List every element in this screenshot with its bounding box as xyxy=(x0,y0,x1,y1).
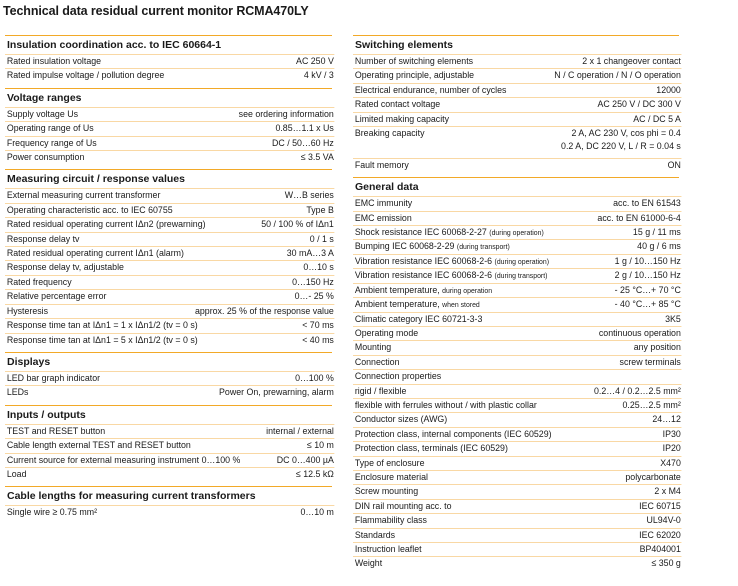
spec-label-text: Fault memory xyxy=(354,159,409,171)
section-heading: Displays xyxy=(5,352,332,371)
spec-label-text: Shock resistance IEC 60068-2-27 xyxy=(354,227,487,239)
spec-value: acc. to EN 61543 xyxy=(613,198,681,210)
spec-value: IP20 xyxy=(662,443,681,455)
spec-note: when stored xyxy=(442,300,480,310)
spec-label-text: Power consumption xyxy=(6,152,85,164)
section-heading: Switching elements xyxy=(353,35,679,54)
spec-row xyxy=(353,312,682,326)
spec-value: ≤ 12.5 kΩ xyxy=(295,468,334,480)
section-insulation-coordination-acc-to-iec-60664 xyxy=(5,35,332,83)
spec-row xyxy=(353,427,682,441)
spec-label-text: Current source for external measuring instrument 0…100 % xyxy=(6,454,241,466)
spec-label-text: Load xyxy=(6,468,27,480)
spec-value: 40 g / 6 ms xyxy=(637,241,681,253)
section-heading: Cable lengths for measuring current transformers xyxy=(5,486,332,505)
spec-row xyxy=(353,528,682,542)
spec-label-text: Operating range of Us xyxy=(6,123,94,135)
spec-row xyxy=(5,107,335,121)
section-heading: Inputs / outputs xyxy=(5,405,332,424)
spec-label xyxy=(7,233,80,246)
spec-note: (during operation) xyxy=(489,228,544,238)
spec-label xyxy=(7,506,97,519)
spec-label xyxy=(7,204,173,217)
spec-label-text: LED bar graph indicator xyxy=(6,372,101,384)
spec-row xyxy=(5,232,335,246)
section-switching-elements xyxy=(353,35,679,172)
spec-label xyxy=(355,284,492,297)
spec-label xyxy=(7,305,48,318)
spec-row xyxy=(353,556,682,570)
spec-row xyxy=(5,203,335,217)
spec-row xyxy=(5,438,335,452)
spec-label xyxy=(355,385,407,398)
spec-label-text: Flammability class xyxy=(354,515,427,527)
spec-label-text: Standards xyxy=(354,529,396,541)
spec-label xyxy=(355,55,473,68)
spec-value: continuous operation xyxy=(598,327,681,339)
spec-value: 50 / 100 % of IΔn1 xyxy=(261,219,334,231)
page-title: Technical data residual current monitor RCMA470LY xyxy=(3,4,309,18)
spec-label-text: Operating characteristic acc. to IEC 60755 xyxy=(6,204,173,216)
spec-value-line: 2 A, AC 230 V, cos phi = 0.4 xyxy=(571,128,681,140)
section-general-data xyxy=(353,177,679,571)
spec-row xyxy=(5,121,335,135)
spec-row xyxy=(353,283,682,297)
spec-label-text: Rated residual operating current IΔn1 (alarm) xyxy=(6,248,184,260)
spec-label xyxy=(355,69,474,82)
section-heading: Insulation coordination acc. to IEC 60664-1 xyxy=(5,35,332,54)
spec-label-text: Operating mode xyxy=(354,327,419,339)
spec-value: AC 250 V / DC 300 V xyxy=(597,99,681,111)
spec-row xyxy=(353,297,682,311)
spec-row xyxy=(353,68,682,82)
spec-label xyxy=(7,425,105,438)
spec-value: 0.25…2.5 mm² xyxy=(622,399,681,411)
spec-label-text: Single wire ≥ 0.75 mm² xyxy=(6,507,98,519)
spec-label-text: flexible with ferrules without / with plastic collar xyxy=(354,399,537,411)
spec-label xyxy=(355,313,483,326)
spec-row xyxy=(5,54,335,68)
spec-label xyxy=(7,439,191,452)
spec-row xyxy=(353,340,682,354)
spec-label-text: Number of switching elements xyxy=(354,56,474,67)
spec-row xyxy=(5,505,335,519)
spec-value: 0.2…4 / 0.2…2.5 mm² xyxy=(594,385,681,397)
spec-label-text: Limited making capacity xyxy=(354,113,450,125)
spec-row xyxy=(353,499,682,513)
spec-note: (during transport) xyxy=(494,271,548,281)
spec-label xyxy=(355,557,382,570)
spec-value: < 40 ms xyxy=(302,334,334,346)
spec-label xyxy=(7,468,27,481)
spec-label-text: Response time tan at IΔn1 = 5 x IΔn1/2 (tv = 0 s) xyxy=(6,334,198,346)
spec-value: 24…12 xyxy=(652,414,681,426)
spec-label xyxy=(7,151,85,164)
spec-label xyxy=(7,276,72,289)
right-column xyxy=(353,34,679,576)
spec-value: AC 250 V xyxy=(296,56,334,67)
spec-row xyxy=(5,385,335,399)
spec-value: ≤ 10 m xyxy=(306,440,334,452)
spec-row xyxy=(353,513,682,527)
spec-value: 1 g / 10…150 Hz xyxy=(614,255,681,267)
spec-value: polycarbonate xyxy=(625,471,681,483)
spec-label xyxy=(7,290,107,303)
section-voltage-ranges xyxy=(5,88,332,165)
spec-row xyxy=(5,188,335,202)
spec-label-text: Vibration resistance IEC 60068-2-6 xyxy=(354,270,493,282)
spec-label xyxy=(355,356,400,369)
spec-label-text: Hysteresis xyxy=(6,305,49,317)
spec-label xyxy=(355,500,452,513)
section-cable-lengths-for-measuring-current-tran xyxy=(5,486,332,519)
spec-value: 15 g / 11 ms xyxy=(632,227,681,239)
spec-label-text: EMC emission xyxy=(354,212,412,224)
spec-value: 0…- 25 % xyxy=(294,291,334,303)
spec-label xyxy=(355,327,418,340)
spec-label-text: Connection xyxy=(354,356,400,368)
spec-label-text: External measuring current transformer xyxy=(6,190,161,202)
section-displays xyxy=(5,352,332,400)
spec-label xyxy=(355,113,449,126)
spec-label xyxy=(355,84,507,97)
spec-label-text: Protection class, internal components (IEC 60529) xyxy=(354,428,552,440)
spec-label xyxy=(355,413,447,426)
spec-value: DC / 50…60 Hz xyxy=(272,137,334,149)
spec-row xyxy=(353,239,682,253)
spec-row xyxy=(5,150,335,164)
spec-row xyxy=(5,136,335,150)
section-measuring-circuit-response-values xyxy=(5,169,332,346)
spec-label xyxy=(7,218,206,231)
spec-row xyxy=(353,54,682,68)
spec-label-text: EMC immunity xyxy=(354,198,413,210)
spec-value: ≤ 3.5 VA xyxy=(300,152,334,164)
spec-label xyxy=(355,370,441,383)
spec-value: see ordering information xyxy=(238,108,334,120)
spec-label xyxy=(355,240,510,253)
spec-value: Type B xyxy=(306,204,334,216)
spec-label-text: Weight xyxy=(354,558,383,570)
spec-value: ON xyxy=(667,159,681,171)
spec-value: BP404001 xyxy=(639,544,681,555)
spec-label-text: Supply voltage Us xyxy=(6,108,78,120)
spec-value: internal / external xyxy=(266,425,334,437)
left-column xyxy=(5,34,332,525)
spec-row xyxy=(5,275,335,289)
spec-row xyxy=(353,126,682,154)
spec-label-text: Response time tan at IΔn1 = 1 x IΔn1/2 (tv = 0 s) xyxy=(6,320,198,332)
spec-label-text: Rated impulse voltage / pollution degree xyxy=(6,70,165,82)
spec-row xyxy=(353,456,682,470)
spec-row xyxy=(5,333,335,347)
spec-label xyxy=(355,269,548,282)
spec-row xyxy=(353,470,682,484)
spec-row xyxy=(5,289,335,303)
spec-row xyxy=(5,371,335,385)
spec-label xyxy=(7,189,161,202)
spec-row xyxy=(353,484,682,498)
section-heading: Voltage ranges xyxy=(5,88,332,107)
spec-row xyxy=(5,68,335,82)
spec-label xyxy=(355,442,508,455)
spec-label-text: Mounting xyxy=(354,342,392,354)
spec-label xyxy=(355,543,422,556)
spec-label xyxy=(7,247,184,260)
spec-label-text: DIN rail mounting acc. to xyxy=(354,500,452,512)
spec-value: 4 kV / 3 xyxy=(303,70,334,82)
spec-value: X470 xyxy=(660,457,681,469)
spec-note: (during transport) xyxy=(456,242,510,252)
spec-label-text: Type of enclosure xyxy=(354,457,425,469)
spec-label-text: Response delay tv, adjustable xyxy=(6,262,124,274)
spec-row xyxy=(5,424,335,438)
spec-label-text: Screw mounting xyxy=(354,486,419,498)
spec-row xyxy=(353,97,682,111)
spec-value: 2 g / 10…150 Hz xyxy=(614,270,681,282)
spec-label xyxy=(355,485,418,498)
spec-note: during operation xyxy=(442,285,493,295)
spec-label xyxy=(355,159,409,172)
spec-value: - 25 °C…+ 70 °C xyxy=(614,284,681,296)
spec-label xyxy=(7,69,165,82)
spec-label xyxy=(7,319,198,332)
spec-value: any position xyxy=(633,342,681,354)
spec-label xyxy=(7,386,29,399)
spec-value: approx. 25 % of the response value xyxy=(194,305,334,317)
spec-label xyxy=(355,471,428,484)
spec-label xyxy=(7,108,78,121)
spec-label xyxy=(355,529,395,542)
spec-label-text: Cable length external TEST and RESET button xyxy=(6,440,191,452)
spec-label-text: Frequency range of Us xyxy=(6,137,97,149)
spec-label-text: LEDs xyxy=(6,387,29,399)
spec-label xyxy=(355,255,549,268)
spec-label-text: Connection properties xyxy=(354,371,442,383)
spec-value: 0.85…1.1 x Us xyxy=(275,123,334,135)
spec-value: DC 0…400 µA xyxy=(276,454,334,466)
spec-row xyxy=(353,369,682,383)
spec-value: < 70 ms xyxy=(302,320,334,332)
spec-row xyxy=(353,196,682,210)
spec-label-text: Vibration resistance IEC 60068-2-6 xyxy=(354,255,493,267)
spec-label xyxy=(7,372,100,385)
spec-label-text: Operating principle, adjustable xyxy=(354,70,475,82)
spec-value: 0…10 m xyxy=(300,507,334,519)
spec-row xyxy=(353,211,682,225)
spec-label-text: Protection class, terminals (IEC 60529) xyxy=(354,443,508,455)
spec-label xyxy=(7,334,198,347)
spec-label-text: Ambient temperature, xyxy=(354,284,440,296)
spec-value: N / C operation / N / O operation xyxy=(554,70,681,82)
spec-value: 12000 xyxy=(656,84,681,96)
spec-value: AC / DC 5 A xyxy=(633,113,681,125)
spec-label-text: Breaking capacity xyxy=(354,128,425,140)
spec-row xyxy=(5,453,335,467)
spec-value: IEC 62020 xyxy=(639,529,681,541)
spec-value: Power On, prewarning, alarm xyxy=(219,387,334,399)
spec-label xyxy=(355,399,537,412)
spec-label-text: Rated residual operating current IΔn2 (prewarning) xyxy=(6,219,206,231)
spec-value: - 40 °C…+ 85 °C xyxy=(614,299,681,311)
spec-value: acc. to EN 61000-6-4 xyxy=(597,212,681,224)
spec-label-text: Conductor sizes (AWG) xyxy=(354,414,448,426)
spec-row xyxy=(5,217,335,231)
spec-row xyxy=(5,260,335,274)
spec-label xyxy=(7,137,97,150)
spec-label xyxy=(355,197,412,210)
spec-value: 0…100 % xyxy=(295,372,334,384)
spec-value: 0…150 Hz xyxy=(292,276,334,288)
section-inputs-outputs xyxy=(5,405,332,482)
spec-value: 0…10 s xyxy=(303,262,334,274)
spec-label-text: Instruction leaflet xyxy=(354,544,422,555)
spec-label-text: Ambient temperature, xyxy=(354,299,440,311)
spec-label-text: Climatic category IEC 60721-3-3 xyxy=(354,313,483,325)
section-heading: General data xyxy=(353,177,679,196)
spec-row xyxy=(5,467,335,481)
spec-value: IEC 60715 xyxy=(639,500,681,512)
spec-label-text: rigid / flexible xyxy=(354,385,407,397)
spec-row xyxy=(5,318,335,332)
spec-value: 2 x 1 changeover contact xyxy=(582,56,681,67)
spec-row xyxy=(353,225,682,239)
spec-value: screw terminals xyxy=(619,356,681,368)
section-heading: Measuring circuit / response values xyxy=(5,169,332,188)
spec-value xyxy=(561,127,681,154)
spec-row xyxy=(353,254,682,268)
spec-label-text: TEST and RESET button xyxy=(6,425,106,437)
spec-row xyxy=(353,112,682,126)
spec-label xyxy=(355,514,427,527)
spec-label xyxy=(7,122,94,135)
spec-row xyxy=(353,412,682,426)
spec-value: IP30 xyxy=(662,428,681,440)
spec-label xyxy=(355,428,552,441)
spec-label-text: Relative percentage error xyxy=(6,291,107,303)
spec-row xyxy=(353,398,682,412)
spec-label-text: Enclosure material xyxy=(354,471,428,483)
spec-value: 3K5 xyxy=(665,313,681,325)
spec-row xyxy=(353,326,682,340)
spec-label xyxy=(355,127,425,140)
spec-label-text: Electrical endurance, number of cycles xyxy=(354,84,507,96)
spec-row xyxy=(353,83,682,97)
spec-label xyxy=(7,454,241,467)
spec-label xyxy=(355,457,425,470)
spec-row xyxy=(353,268,682,282)
spec-label xyxy=(355,341,391,354)
spec-value: 30 mA…3 A xyxy=(286,248,334,260)
spec-value: 0 / 1 s xyxy=(309,233,334,245)
spec-label xyxy=(355,298,480,311)
spec-note: (during operation) xyxy=(494,256,549,266)
spec-label xyxy=(355,98,440,111)
spec-row xyxy=(5,246,335,260)
spec-row xyxy=(5,304,335,318)
spec-row xyxy=(353,355,682,369)
spec-value: UL94V-0 xyxy=(646,515,681,527)
spec-row xyxy=(353,441,682,455)
spec-value-line: 0.2 A, DC 220 V, L / R = 0.04 s xyxy=(561,141,681,153)
spec-value: ≤ 350 g xyxy=(651,558,681,570)
spec-label-text: Rated insulation voltage xyxy=(6,56,102,67)
spec-row xyxy=(353,158,682,172)
spec-label xyxy=(7,55,101,68)
spec-label-text: Bumping IEC 60068-2-29 xyxy=(354,241,455,253)
spec-value: W…B series xyxy=(284,190,334,202)
spec-label xyxy=(7,261,124,274)
spec-label xyxy=(355,212,412,225)
spec-label xyxy=(355,226,544,239)
spec-label-text: Rated contact voltage xyxy=(354,99,441,111)
spec-row xyxy=(353,384,682,398)
spec-label-text: Response delay tv xyxy=(6,233,80,245)
spec-row xyxy=(353,542,682,556)
spec-label-text: Rated frequency xyxy=(6,276,72,288)
spec-value: 2 x M4 xyxy=(654,486,681,498)
